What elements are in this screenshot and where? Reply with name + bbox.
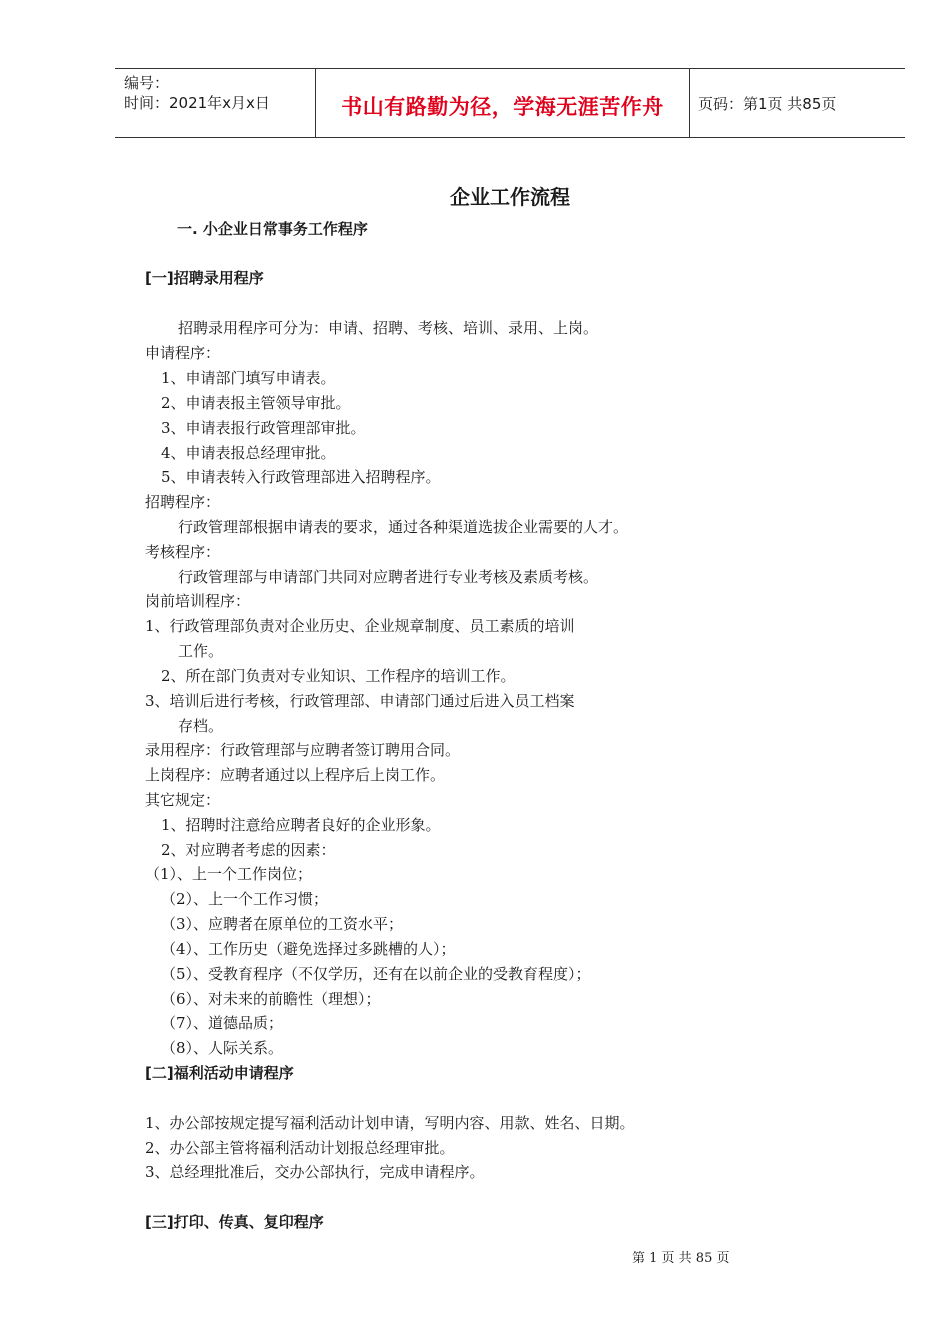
list-item: 1、申请部门填写申请表。	[161, 369, 336, 387]
document-title: 企业工作流程	[450, 185, 570, 209]
factor-item: （3）、应聘者在原单位的工资水平；	[161, 915, 404, 933]
header-page-cell	[690, 69, 905, 137]
list-item: 1、办公部按规定提写福利活动计划申请，写明内容、用款、姓名、日期。	[145, 1114, 635, 1132]
list-item: 5、申请表转入行政管理部进入招聘程序。	[161, 468, 441, 486]
label-line: 其它规定：	[145, 791, 221, 809]
list-item: 2、办公部主管将福利活动计划报总经理审批。	[145, 1139, 455, 1157]
factor-item: （5）、受教育程序（不仅学历，还有在以前企业的受教育程度）；	[161, 965, 591, 983]
list-item: 3、申请表报行政管理部审批。	[161, 419, 366, 437]
list-item: 4、申请表报总经理审批。	[161, 444, 336, 462]
label-line: 申请程序：	[145, 344, 221, 362]
paragraph: 上岗程序：应聘者通过以上程序后上岗工作。	[145, 766, 446, 784]
subsection-heading: [二]福利活动申请程序	[145, 1064, 294, 1082]
factor-item: （1）、上一个工作岗位；	[145, 865, 313, 883]
page-header	[115, 68, 905, 138]
paragraph: 行政管理部根据申请表的要求，通过各种渠道选拔企业需要的人才。	[178, 518, 629, 536]
list-item: 1、招聘时注意给应聘者良好的企业形象。	[161, 816, 441, 834]
label-line: 岗前培训程序：	[145, 592, 251, 610]
page-footer: 第 1 页 共 85 页	[632, 1251, 730, 1266]
header-meta-cell	[115, 69, 316, 137]
label-line: 考核程序：	[145, 543, 221, 561]
list-item: 3、总经理批准后，交办公部执行，完成申请程序。	[145, 1163, 485, 1181]
paragraph: 行政管理部与申请部门共同对应聘者进行专业考核及素质考核。	[178, 568, 599, 586]
list-item: 3、培训后进行考核，行政管理部、申请部门通过后进入员工档案	[145, 692, 575, 710]
serial-label: 编号：	[124, 74, 170, 92]
subsection-heading: [一]招聘录用程序	[145, 269, 264, 287]
paragraph: 录用程序：行政管理部与应聘者签订聘用合同。	[145, 741, 461, 759]
header-motto: 书山有路勤为径，学海无涯苦作舟	[341, 95, 664, 119]
factor-item: （4）、工作历史（避免选择过多跳槽的人）；	[161, 940, 456, 958]
list-item-continuation: 存档。	[178, 717, 224, 735]
factor-item: （8）、人际关系。	[161, 1039, 284, 1057]
factor-item: （7）、道德品质；	[161, 1014, 284, 1032]
section-heading: 一. 小企业日常事务工作程序	[177, 220, 368, 238]
factor-item: （6）、对未来的前瞻性（理想）；	[161, 990, 381, 1008]
list-item-continuation: 工作。	[178, 642, 224, 660]
subsection-heading: [三]打印、传真、复印程序	[145, 1213, 324, 1231]
paragraph: 招聘录用程序可分为：申请、招聘、考核、培训、录用、上岗。	[178, 319, 599, 337]
header-page-number: 页码：第1页 共85页	[698, 95, 837, 113]
header-motto-cell	[316, 69, 690, 137]
time-label: 时间：2021年x月x日	[124, 94, 270, 112]
label-line: 招聘程序：	[145, 493, 221, 511]
list-item: 1、行政管理部负责对企业历史、企业规章制度、员工素质的培训	[145, 617, 575, 635]
list-item: 2、所在部门负责对专业知识、工作程序的培训工作。	[161, 667, 516, 685]
factor-item: （2）、上一个工作习惯；	[161, 890, 329, 908]
list-item: 2、申请表报主管领导审批。	[161, 394, 351, 412]
list-item: 2、对应聘者考虑的因素：	[161, 841, 336, 859]
